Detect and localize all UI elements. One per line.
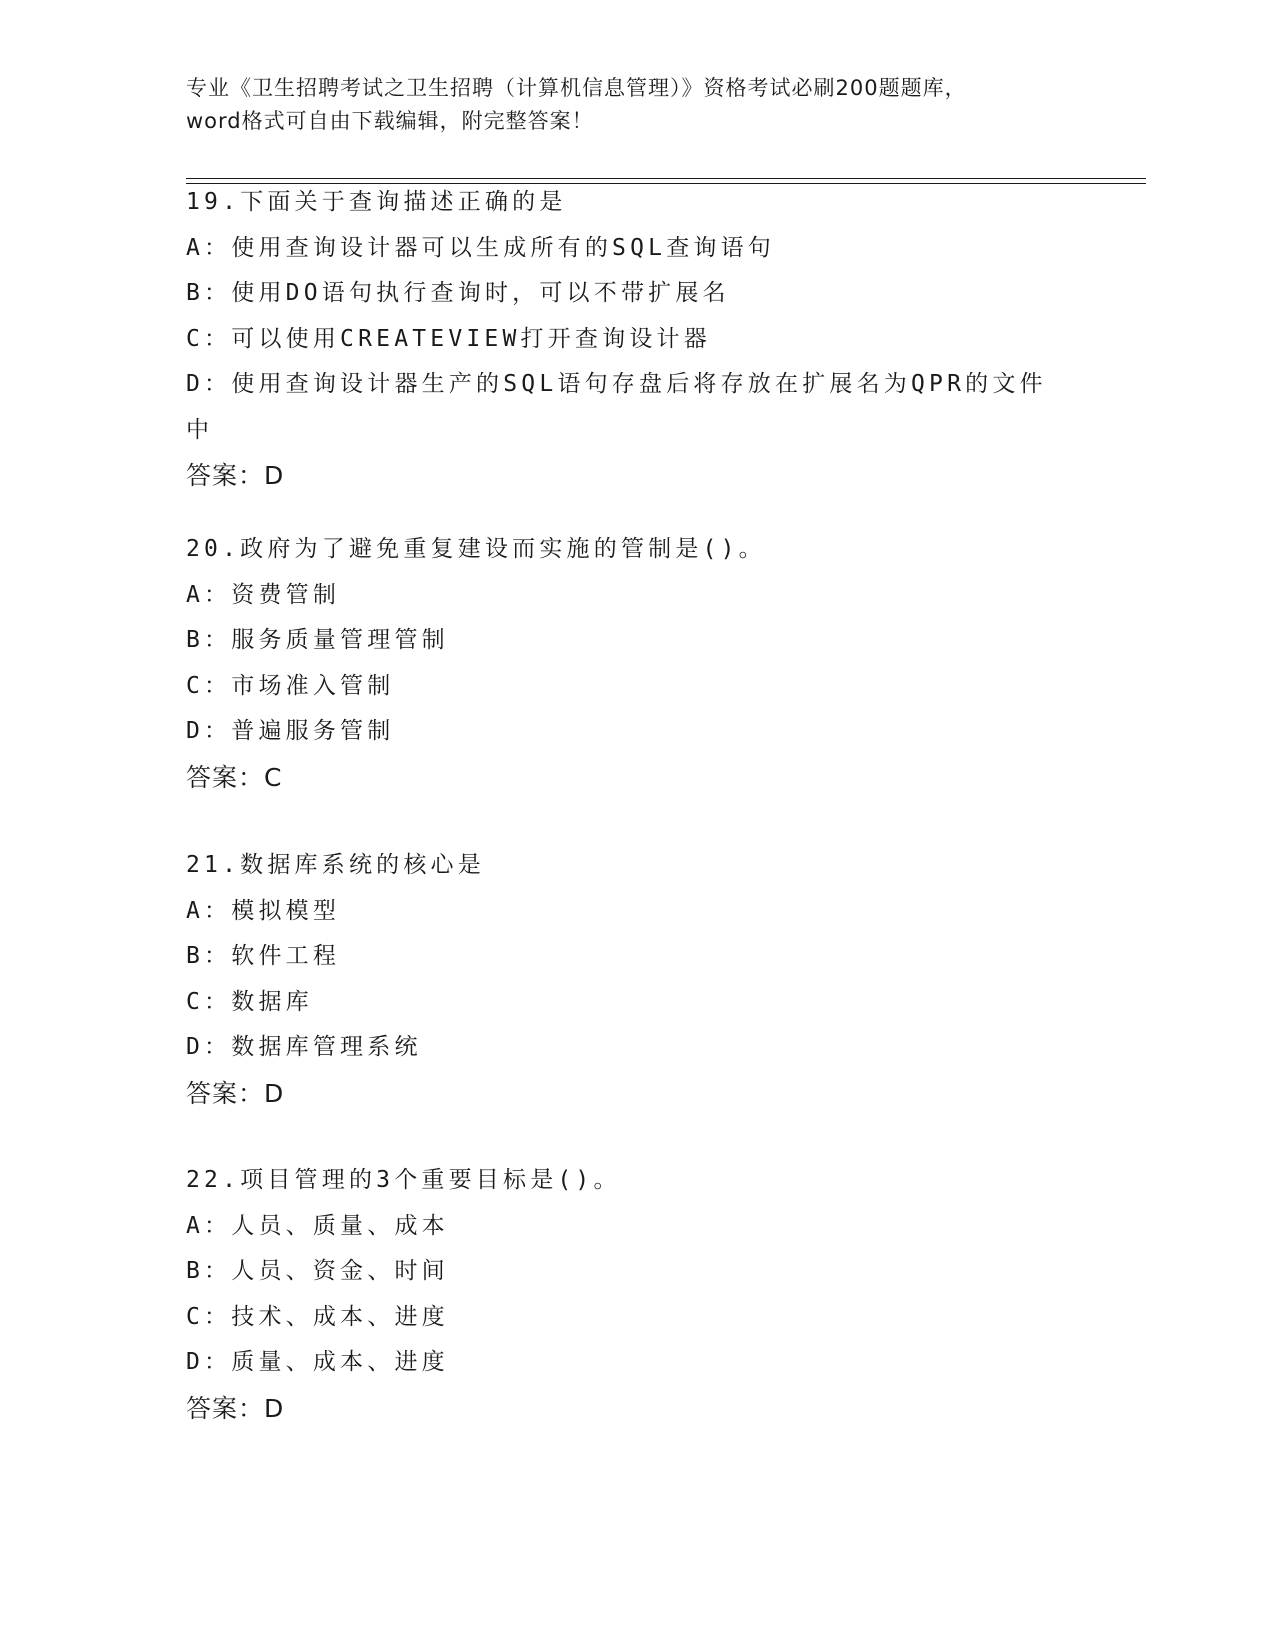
question-stem: 22.项目管理的3个重要目标是()。	[186, 1167, 621, 1193]
question-stem: 20.政府为了避免重复建设而实施的管制是()。	[186, 536, 766, 562]
option-b: B：软件工程	[186, 943, 341, 969]
option-a: A：模拟模型	[186, 897, 341, 924]
option-c: C：数据库	[186, 988, 313, 1015]
question-block-19	[186, 180, 1086, 499]
option-b: B：服务质量管理管制	[186, 627, 449, 653]
document-header	[186, 72, 1086, 138]
option-a: A：人员、质量、成本	[186, 1212, 449, 1239]
question-block-22	[186, 1158, 1086, 1431]
option-d: D：使用查询设计器生产的SQL语句存盘后将存放在扩展名为QPR的文件中	[186, 371, 1047, 443]
question-block-20	[186, 527, 1086, 800]
answer: 答案：D	[186, 461, 285, 490]
answer: 答案：C	[186, 762, 283, 792]
option-a: A：使用查询设计器可以生成所有的SQL查询语句	[186, 234, 775, 261]
option-c: C：可以使用CREATEVIEW打开查询设计器	[186, 325, 711, 352]
answer: 答案：D	[186, 1393, 285, 1423]
header-line-1: 专业《卫生招聘考试之卫生招聘（计算机信息管理）》资格考试必刷200题题库，	[186, 76, 967, 100]
option-b: B：使用DO语句执行查询时，可以不带扩展名	[186, 280, 730, 306]
option-d: D：数据库管理系统	[186, 1034, 422, 1060]
option-a: A：资费管制	[186, 581, 341, 608]
option-d: D：普遍服务管制	[186, 718, 395, 744]
question-stem: 21.数据库系统的核心是	[186, 852, 485, 878]
question-block-21	[186, 843, 1086, 1116]
answer: 答案：D	[186, 1078, 285, 1108]
question-stem: 19.下面关于查询描述正确的是	[186, 189, 567, 215]
header-line-2: word格式可自由下载编辑，附完整答案！	[186, 109, 594, 133]
option-d: D：质量、成本、进度	[186, 1349, 449, 1375]
header-divider-top	[186, 178, 1146, 179]
option-b: B：人员、资金、时间	[186, 1258, 449, 1284]
option-c: C：市场准入管制	[186, 672, 395, 699]
option-c: C：技术、成本、进度	[186, 1303, 449, 1330]
